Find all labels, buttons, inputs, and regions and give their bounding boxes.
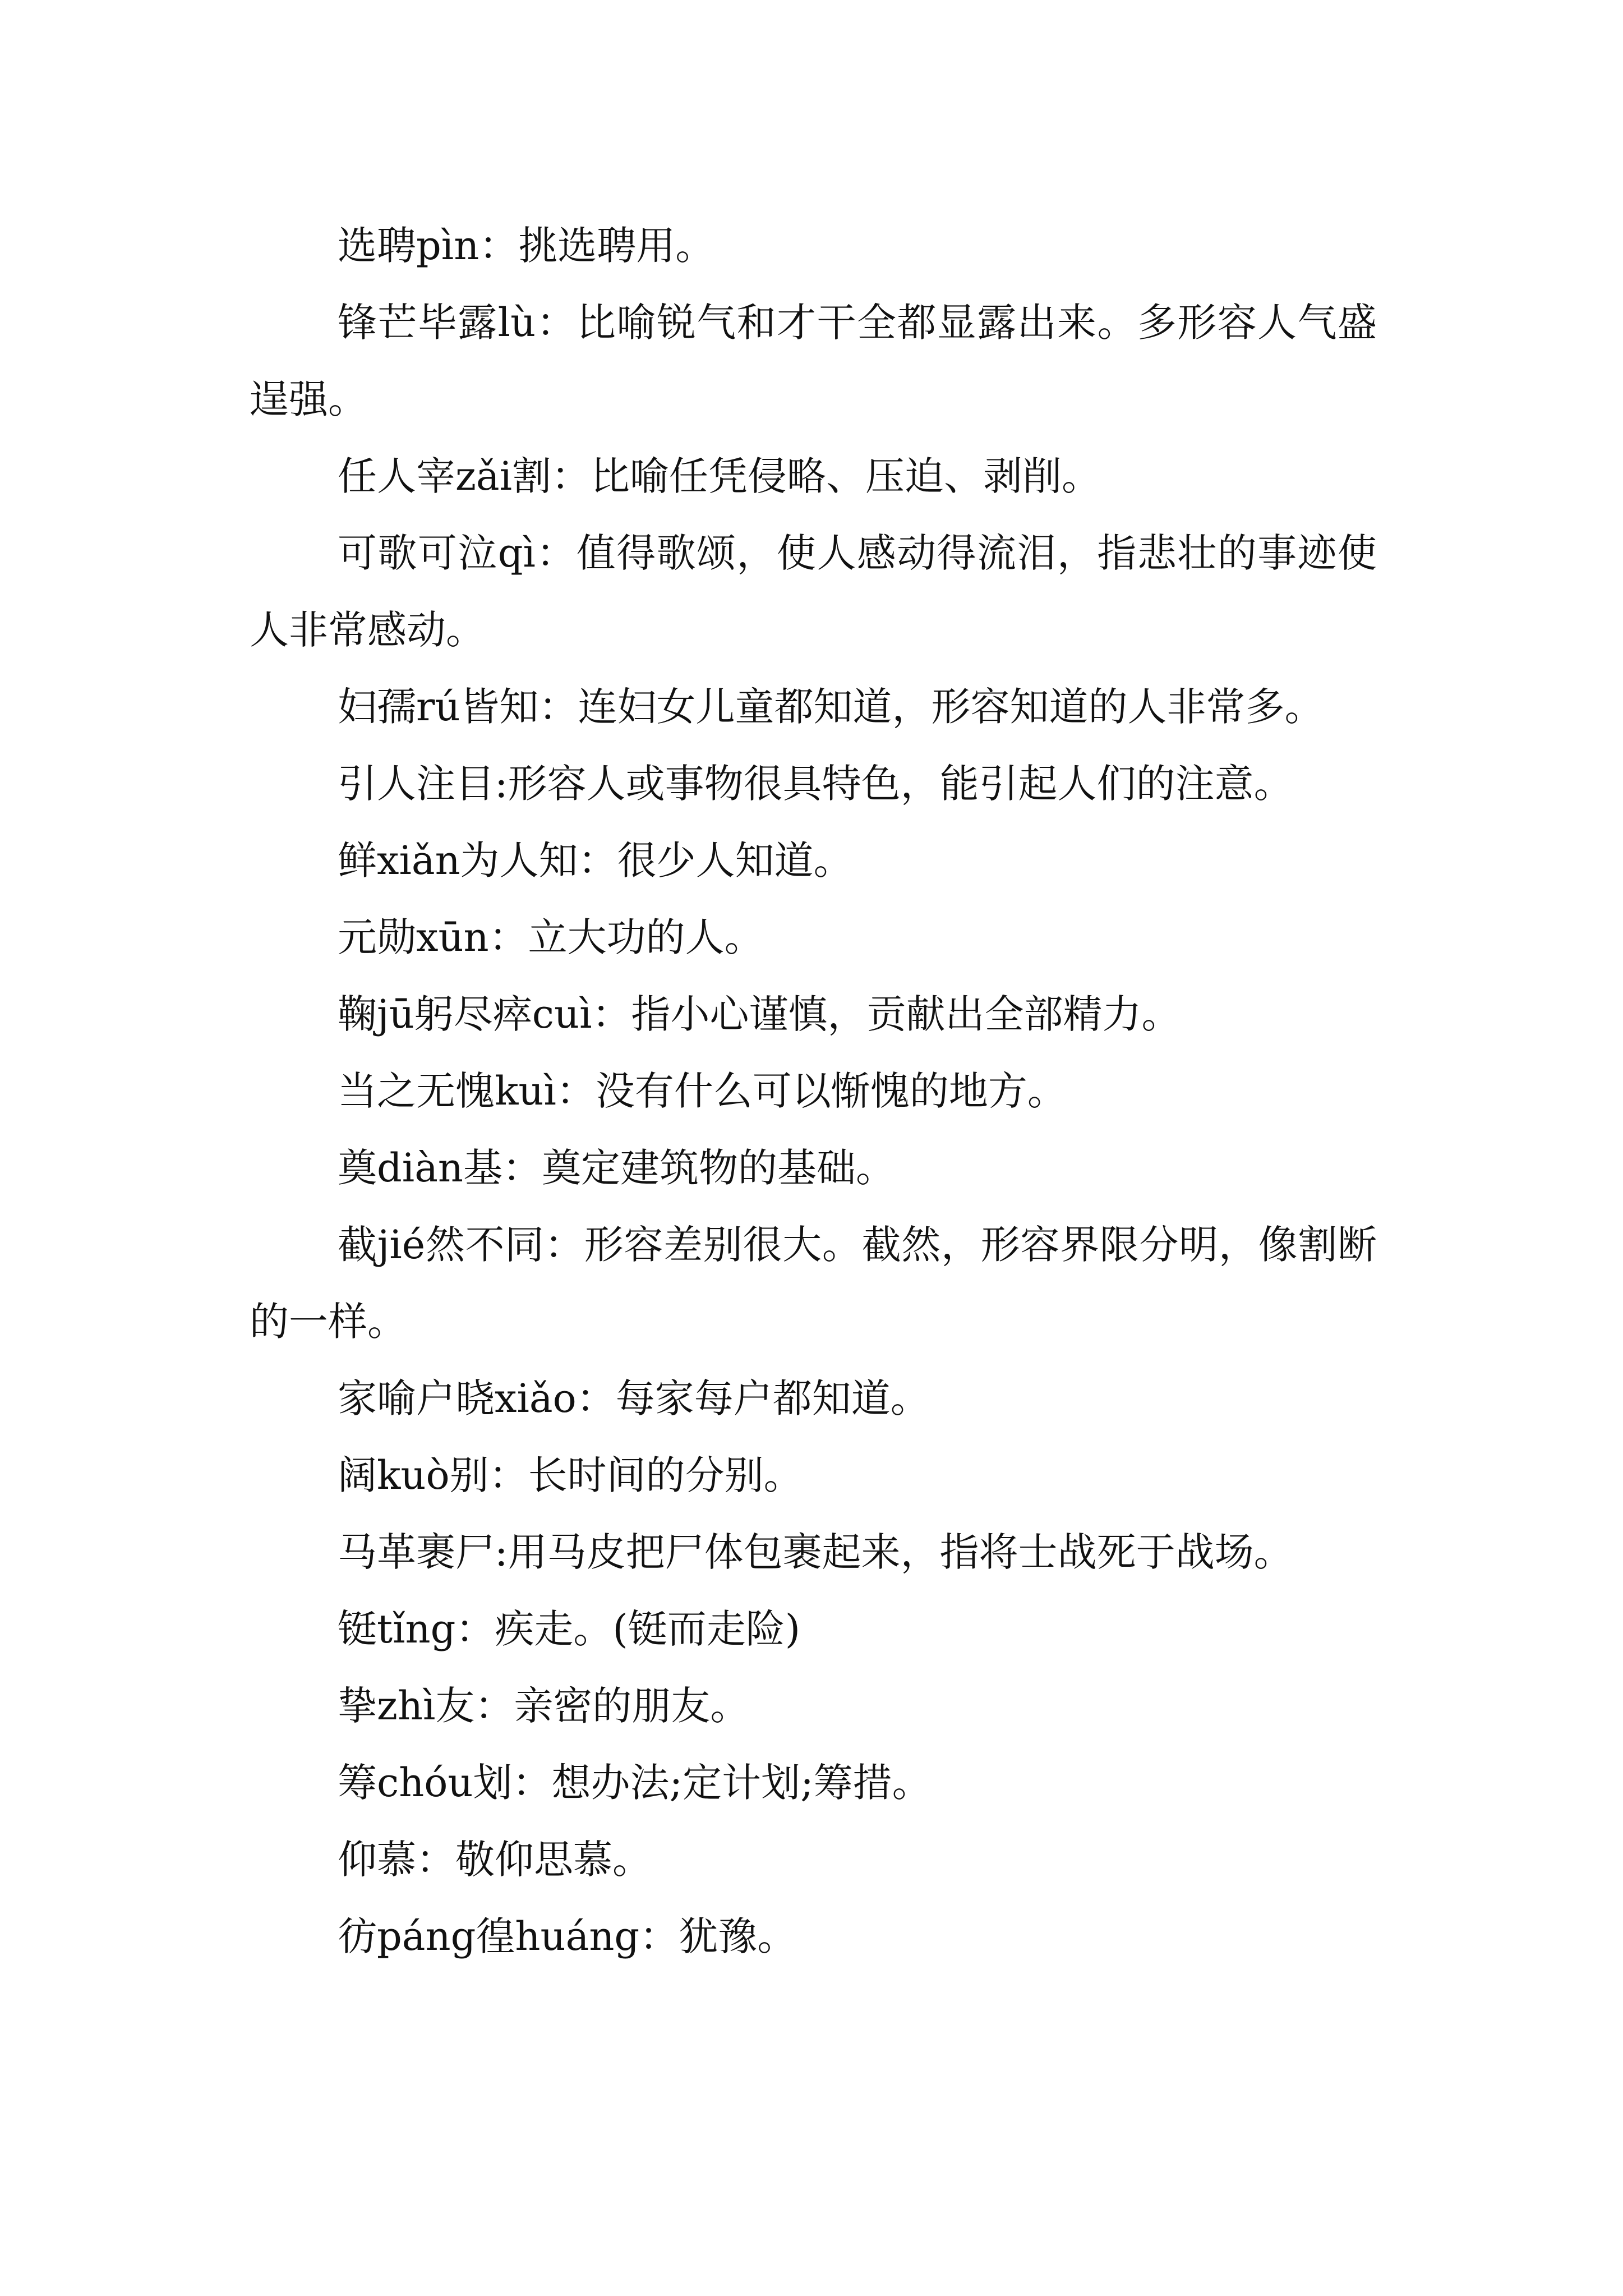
vocab-entry: 当之无愧kuì：没有什么可以惭愧的地方。 — [338, 1068, 1067, 1114]
vocab-entry: 家喻户晓xiǎo：每家每户都知道。 — [338, 1375, 930, 1421]
vocab-entry: 鲜xiǎn为人知：很少人知道。 — [338, 838, 853, 884]
vocab-entry: 筹chóu划：想办法;定计划;筹措。 — [338, 1760, 932, 1806]
vocab-entry: 截jié然不同：形容差别很大。截然，形容界限分明，像割断的一样。 — [250, 1222, 1377, 1345]
vocabulary-list — [250, 208, 1377, 1975]
vocab-entry: 铤tǐng：疾走。(铤而走险) — [338, 1606, 801, 1652]
vocab-entry: 任人宰zǎi割：比喻任凭侵略、压迫、剥削。 — [338, 453, 1101, 499]
vocab-entry: 妇孺rú皆知：连妇女儿童都知道，形容知道的人非常多。 — [338, 684, 1324, 730]
vocab-entry: 锋芒毕露lù：比喻锐气和才干全都显露出来。多形容人气盛逞强。 — [250, 300, 1377, 422]
vocab-entry: 鞠jū躬尽瘁cuì：指小心谨慎，贡献出全部精力。 — [338, 991, 1181, 1037]
vocab-entry: 马革裹尸:用马皮把尸体包裹起来，指将士战死于战场。 — [338, 1529, 1293, 1575]
vocab-entry: 奠diàn基：奠定建筑物的基础。 — [338, 1145, 896, 1191]
vocab-entry: 彷páng徨huáng：犹豫。 — [338, 1913, 797, 1959]
vocab-entry: 仰慕：敬仰思慕。 — [338, 1837, 652, 1883]
vocab-entry: 阔kuò别：长时间的分别。 — [338, 1452, 803, 1498]
vocab-entry: 可歌可泣qì：值得歌颂，使人感动得流泪，指悲壮的事迹使人非常感动。 — [250, 530, 1377, 653]
vocab-entry: 选聘pìn：挑选聘用。 — [338, 223, 715, 269]
vocab-entry: 引人注目:形容人或事物很具特色，能引起人们的注意。 — [338, 761, 1293, 807]
vocab-entry: 元勋xūn：立大功的人。 — [338, 914, 764, 960]
vocab-entry: 挚zhì友：亲密的朋友。 — [338, 1683, 750, 1729]
